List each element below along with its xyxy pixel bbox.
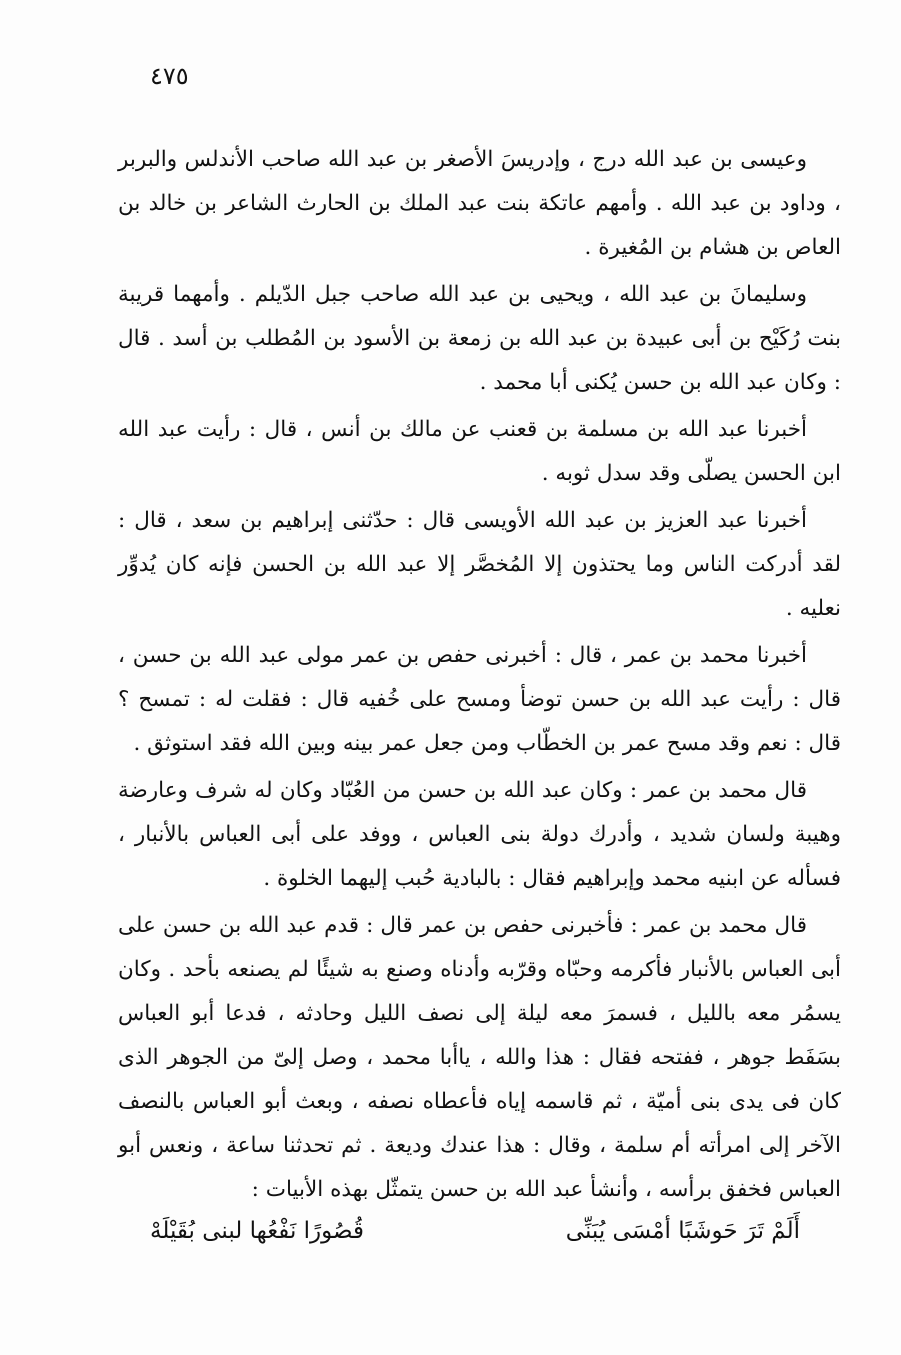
paragraph: قال محمد بن عمر : وكان عبد الله بن حسن من العُبّاد وكان له شرف وعارضة وهيبة ولسان شديد ، وأدرك دولة بنى العباس ، ووفد على أبى العباس بالأنبار ، فسأله عن ابنيه محمد وإبراهيم فقال : بالبادية حُبب إليهما الخلوة . bbox=[118, 778, 841, 891]
page-number: ٤٧٥ bbox=[150, 62, 189, 90]
paragraph: وسليمانَ بن عبد الله ، ويحيى بن عبد الله صاحب جبل الدّيلم . وأمهما قريبة بنت رُكَيْح بن أبى عبيدة بن عبد الله بن زمعة بن الأسود بن المُطلب بن أسد . قال : وكان عبد الله بن حسن يُكنى أبا محمد . bbox=[118, 282, 841, 395]
verse-second-hemistich: قُصُورًا نَفْعُها لبنى بُقَيْلَهْ bbox=[150, 1218, 364, 1244]
poem-verse bbox=[150, 1218, 800, 1244]
paragraph: وعيسى بن عبد الله درج ، وإدريسَ الأصغر بن عبد الله صاحب الأندلس والبربر ، وداود بن عبد الله . وأمهم عاتكة بنت عبد الملك بن الحارث الشاعر بن خالد بن العاص بن هشام بن المُغيرة . bbox=[118, 147, 841, 260]
page-text bbox=[118, 138, 841, 1215]
paragraph: قال محمد بن عمر : فأخبرنى حفص بن عمر قال : قدم عبد الله بن حسن على أبى العباس بالأنبار فأكرمه وحبّاه وقرّبه وأدناه وصنع به شيئًا لم يصنعه بأحد . وكان يسمُر معه بالليل ، فسمرَ معه ليلة إلى نصف الليل وحادثه ، فدعا أبو العباس بسَفَط جوهر ، ففتحه فقال : هذا والله ، ياأبا محمد ، وصل إلىّ من الجوهر الذى كان فى يدى بنى أميّة ، ثم قاسمه إياه فأعطاه نصفه ، وبعث أبو العباس بالنصف الآخر إلى امرأته أم سلمة ، وقال : هذا عندك وديعة . ثم تحدثنا ساعة ، ونعس أبو العباس فخفق برأسه ، وأنشأ عبد الله بن حسن يتمثّل بهذه الأبيات : bbox=[118, 913, 841, 1202]
paragraph: أخبرنا محمد بن عمر ، قال : أخبرنى حفص بن عمر مولى عبد الله بن حسن ، قال : رأيت عبد الله بن حسن توضأ ومسح على خُفيه قال : فقلت له : تمسح ؟ قال : نعم وقد مسح عمر بن الخطّاب ومن جعل عمر بينه وبين الله فقد استوثق . bbox=[118, 643, 841, 756]
paragraph: أخبرنا عبد العزيز بن عبد الله الأويسى قال : حدّثنى إبراهيم بن سعد ، قال : لقد أدركت الناس وما يحتذون إلا المُخصَّر إلا عبد الله بن الحسن فإنه كان يُدوِّر نعليه . bbox=[118, 508, 841, 621]
verse-first-hemistich: أَلَمْ تَرَ حَوشَبًا أمْسَى يُبَنِّى bbox=[565, 1218, 800, 1244]
paragraph: أخبرنا عبد الله بن مسلمة بن قعنب عن مالك بن أنس ، قال : رأيت عبد الله ابن الحسن يصلّى وقد سدل ثوبه . bbox=[118, 417, 841, 486]
